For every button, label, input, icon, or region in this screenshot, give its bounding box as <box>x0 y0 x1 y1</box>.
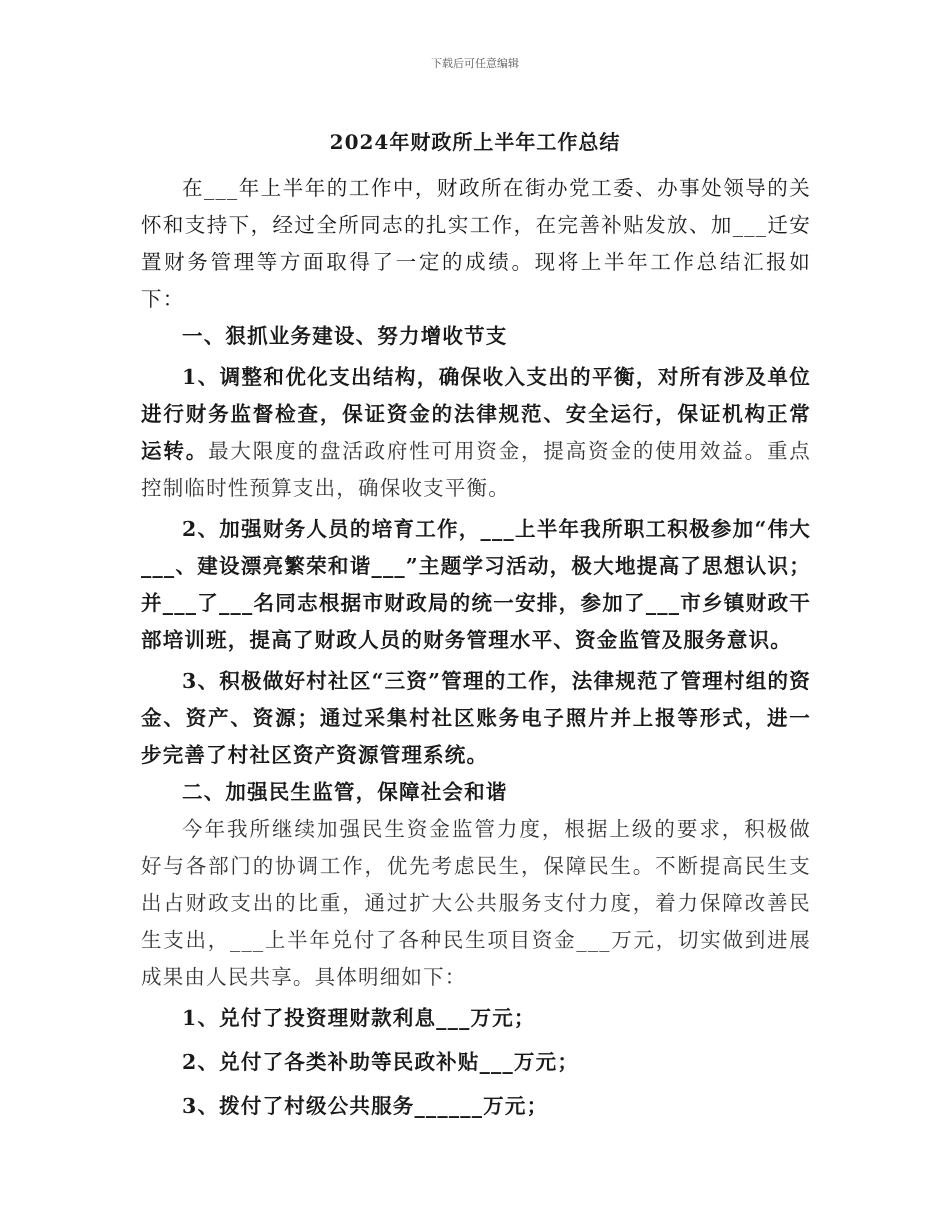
section-heading-2: 二、加强民生监管，保障社会和谐 <box>182 780 508 804</box>
livelihood-paragraph: 今年我所继续加强民生资金监管力度，根据上级的要求，积极做好与各部门的协调工作，优先考虑民生，保障民生。不断提高民生支出占财政支出的比重，通过扩大公共服务支付力度，着力保障改善民生支出，___上半年兑付了各种民生项目资金___万元，切实做到进展成果由人民共享。具体明细如下： <box>141 817 811 989</box>
document-body <box>141 170 811 1128</box>
intro-paragraph: 在___年上半年的工作中，财政所在街办党工委、办事处领导的关怀和支持下，经过全所同志的扎实工作，在完善补贴发放、加___迁安置财务管理等方面取得了一定的成绩。现将上半年工作总结汇报如下： <box>141 176 811 311</box>
paragraph-item-3: 3、积极做好村社区“三资”管理的工作，法律规范了管理村组的资金、资产、资源；通过采集村社区账务电子照片并上报等形式，进一步完善了村社区资产资源管理系统。 <box>141 669 811 767</box>
list-item: 1、兑付了投资理财款利息___万元； <box>182 1006 536 1030</box>
paragraph-item-2: 2、加强财务人员的培育工作，___上半年我所职工积极参加“伟大___、建设漂亮繁荣和谐___”主题学习活动，极大地提高了思想认识；并___了___名同志根据市财政局的统一安排，参加了___市乡镇财政干部培训班，提高了财政人员的财务管理水平、资金监管及服务意识。 <box>141 517 811 652</box>
section-heading-1: 一、狠抓业务建设、努力增收节支 <box>182 324 508 348</box>
page-header: 下载后可任意编辑 <box>431 57 519 70</box>
paragraph-item-1-normal: 最大限度的盘活政府性可用资金，提高资金的使用效益。重点控制临时性预算支出，确保收支平衡。 <box>141 439 811 500</box>
paragraph-item-1-bold: 1、调整和优化支出结构，确保收入支出的平衡，对所有涉及单位进行财务监督检查，保证资金的法律规范、安全运行，保证机构正常运转。 <box>141 365 811 463</box>
document-title: 2024年财政所上半年工作总结 <box>329 130 621 154</box>
paragraph-item-1 <box>141 359 811 507</box>
list-item: 2、兑付了各类补助等民政补贴___万元； <box>182 1050 580 1074</box>
list-item: 3、拨付了村级公共服务______万元； <box>182 1094 549 1118</box>
